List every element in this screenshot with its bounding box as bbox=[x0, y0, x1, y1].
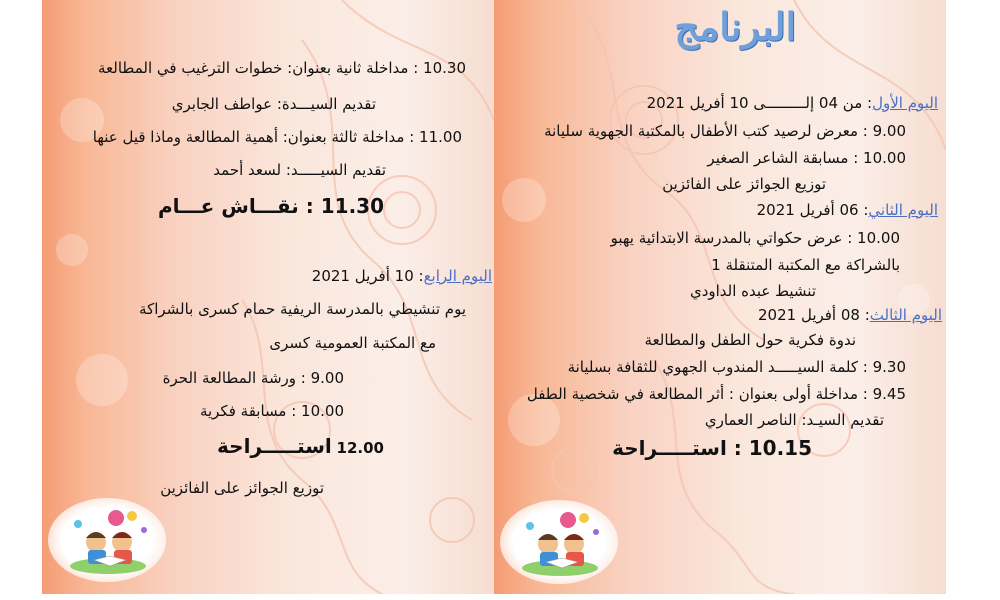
left-line-6: يوم تنشيطي بالمدرسة الريفية حمام كسرى بالشراكة bbox=[139, 300, 466, 318]
right-line-1: 9.00 : معرض لرصيد كتب الأطفال بالمكتبة الجهوية سليانة bbox=[544, 122, 906, 140]
left-line-9: 10.00 : مسابقة فكرية bbox=[199, 402, 344, 420]
children-reading-illustration bbox=[500, 500, 618, 584]
day4-label: اليوم الرابع bbox=[423, 267, 492, 285]
left-line-11: توزيع الجوائز على الفائزين bbox=[160, 479, 324, 497]
program-page-right bbox=[494, 0, 946, 594]
right-line-3: توزيع الجوائز على الفائزين bbox=[662, 175, 826, 193]
day3-date: : 08 أفريل 2021 bbox=[758, 306, 870, 324]
right-line-4: 10.00 : عرض حكواتي بالمدرسة الابتدائية يهبو bbox=[610, 229, 900, 247]
page-title: البرنامج bbox=[674, 4, 796, 49]
right-line-6: تنشيط عبده الداودي bbox=[689, 282, 816, 300]
left-break-time: 12.00 bbox=[336, 439, 384, 457]
left-discussion: 11.30 : نقـــاش عـــام bbox=[157, 194, 384, 218]
day1-date: : من 04 إلـــــــــى 10 أفريل 2021 bbox=[646, 94, 873, 112]
day4-heading bbox=[312, 266, 492, 286]
left-line-1: 10.30 : مداخلة ثانية بعنوان: خطوات الترغيب في المطالعة bbox=[98, 59, 466, 77]
right-line-10: تقديم السيـد: الناصر العماري bbox=[704, 411, 884, 429]
right-line-5: بالشراكة مع المكتبة المتنقلة 1 bbox=[711, 256, 900, 274]
children-reading-illustration bbox=[48, 498, 166, 582]
left-line-3: 11.00 : مداخلة ثالثة بعنوان: أهمية المطالعة وماذا قيل عنها bbox=[92, 128, 462, 146]
left-line-4: تقديم السيـــــد: لسعد أحمد bbox=[213, 161, 386, 179]
program-page-left bbox=[42, 0, 494, 594]
day1-label: اليوم الأول bbox=[872, 94, 938, 112]
day2-heading bbox=[757, 200, 938, 220]
day2-date: : 06 أفريل 2021 bbox=[756, 201, 869, 219]
right-line-9: 9.45 : مداخلة أولى بعنوان : أثر المطالعة في شخصية الطفل bbox=[526, 385, 906, 403]
left-break-label: استـــــراحة bbox=[217, 434, 332, 458]
day2-label: اليوم الثاني bbox=[868, 201, 938, 219]
day1-heading bbox=[647, 93, 938, 113]
day3-heading bbox=[758, 305, 942, 325]
left-break bbox=[215, 436, 384, 458]
day3-label: اليوم الثالث bbox=[869, 306, 942, 324]
left-line-2: تقديم السيـــدة: عواطف الجابري bbox=[171, 95, 376, 113]
right-line-8: 9.30 : كلمة السيـــــد المندوب الجهوي للثقافة بسليانة bbox=[567, 358, 906, 376]
right-line-2: 10.00 : مسابقة الشاعر الصغير bbox=[707, 149, 906, 167]
day4-date: : 10 أفريل 2021 bbox=[311, 267, 424, 285]
right-break: 10.15 : استـــــراحة bbox=[612, 436, 812, 460]
left-line-7: مع المكتبة العمومية كسرى bbox=[269, 334, 436, 352]
right-line-7: ندوة فكرية حول الطفل والمطالعة bbox=[644, 331, 856, 349]
left-line-8: 9.00 : ورشة المطالعة الحرة bbox=[162, 369, 344, 387]
